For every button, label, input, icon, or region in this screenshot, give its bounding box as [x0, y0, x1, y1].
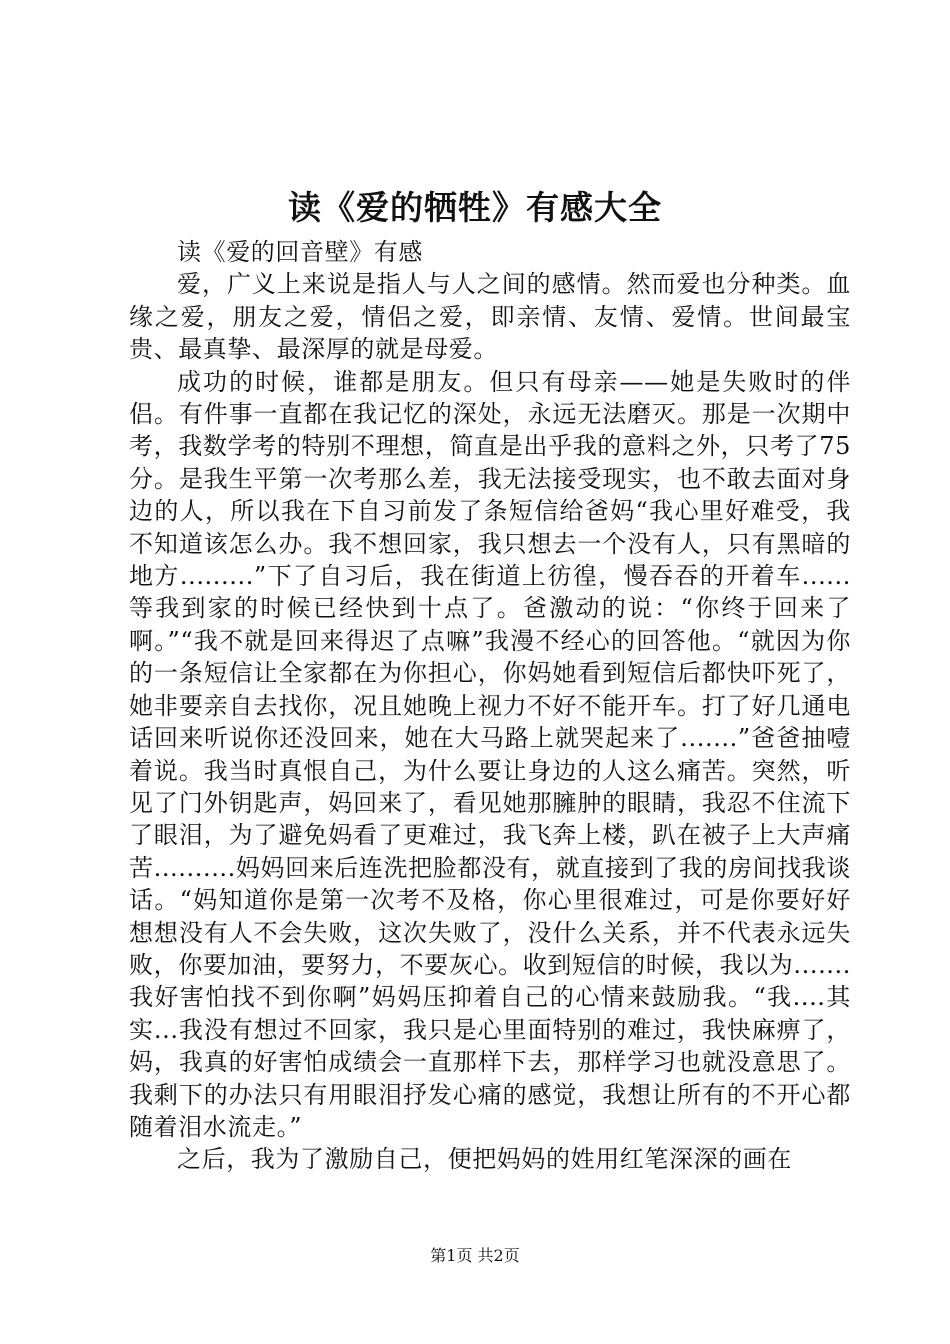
paragraph: 之后，我为了激励自己，便把妈妈的姓用红笔深深的画在: [177, 1145, 792, 1174]
document-title: 读《爱的牺牲》有感大全: [288, 188, 662, 227]
paragraph: 成功的时候，谁都是朋友。但只有母亲——她是失败时的伴侣。有件事一直都在我记忆的深处，永远无法磨灭。那是一次期中考，我数学考的特别不理想，简直是出乎我的意料之外，只考了75分。是我生平第一次考那么差，我无法接受现实，也不敢去面对身边的人，所以我在下自习前发了条短信给爸妈“我心里好难受，我不知道该怎么办。我不想回家，我只想去一个没有人，只有黑暗的地方.........”下了自习后，我在街道上彷徨，慢吞吞的开着车......等我到家的时候已经快到十点了。爸激动的说：“你终于回来了啊。”“我不就是回来得迟了点嘛”我漫不经心的回答他。“就因为你的一条短信让全家都在为你担心，你妈她看到短信后都快吓死了，她非要亲自去找你，况且她晚上视力不好不能开车。打了好几通电话回来听说你还没回来，她在大马路上就哭起来了.......”爸爸抽噎着说。我当时真恨自己，为什么要让身边的人这么痛苦。突然，听见了门外钥匙声，妈回来了，看见她那臃肿的眼睛，我忍不住流下了眼泪，为了避免妈看了更难过，我飞奔上楼，趴在被子上大声痛苦..........妈妈回来后连洗把脸都没有，就直接到了我的房间找我谈话。“妈知道你是第一次考不及格，你心里很难过，可是你要好好想想没有人不会失败，这次失败了，没什么关系，并不代表永远失败，你要加油，要努力，不要灰心。收到短信的时候，我以为.......我好害怕找不到你啊”妈妈压抑着自己的心情来鼓励我。“我....其实...我没有想过不回家，我只是心里面特别的难过，我快麻痹了，妈，我真的好害怕成绩会一直那样下去，那样学习也就没意思了。我剩下的办法只有用眼泪抒发心痛的感觉，我想让所有的不开心都随着泪水流走。”: [129, 367, 851, 1141]
document-body: [129, 236, 851, 1176]
paragraph-subtitle: 读《爱的回音壁》有感: [177, 238, 423, 266]
page-footer: 第1页 共2页: [430, 1246, 520, 1265]
paragraph: 爱，广义上来说是指人与人之间的感情。然而爱也分种类。血缘之爱，朋友之爱，情侣之爱，即亲情、友情、爱情。世间最宝贵、最真挚、最深厚的就是母爱。: [129, 270, 851, 364]
